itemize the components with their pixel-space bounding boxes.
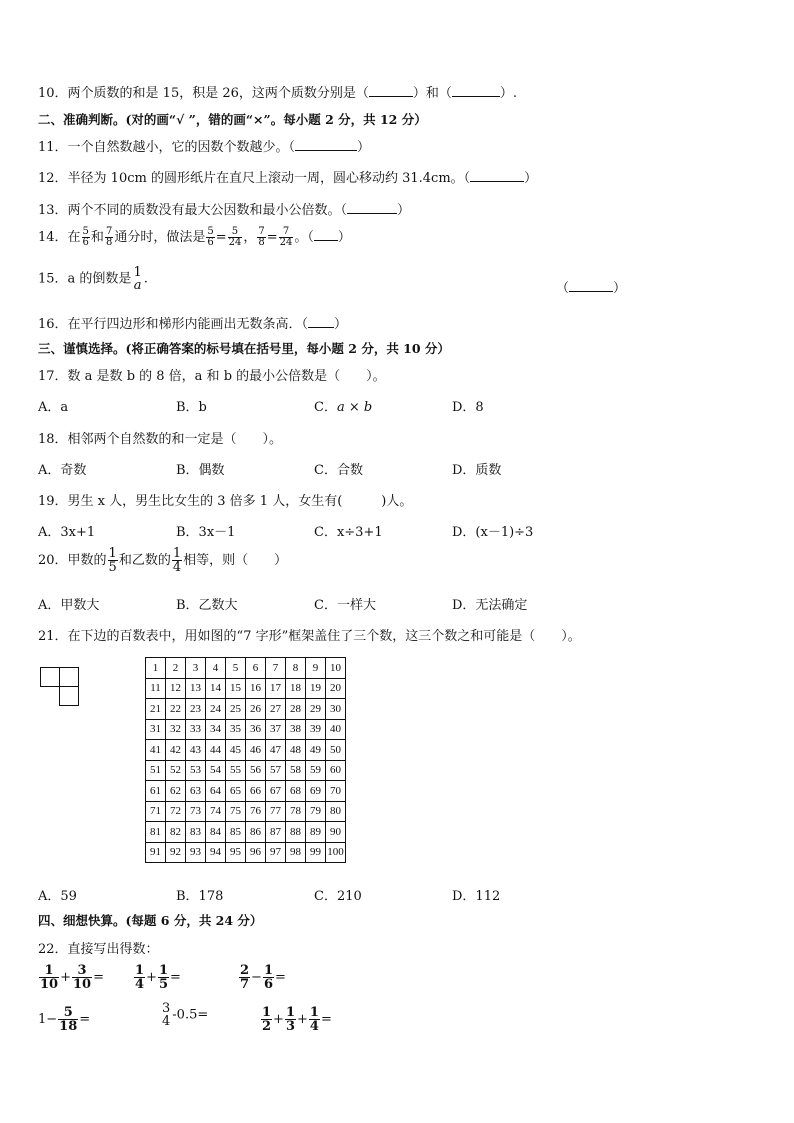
table-cell: 40 [326, 719, 346, 740]
option-b[interactable]: B．3x－1 [176, 525, 236, 540]
expression-1: $\frac{1}{10}$ + $\frac{3}{10}$ = [40, 963, 104, 992]
question-12: 12．半径为 10cm 的圆形纸片在直尺上滚动一周，圆心移动约 31.4cm。（ ） [38, 171, 538, 186]
question-11: 11．一个自然数越小，它的因数个数越少。（ ） [38, 140, 371, 155]
hundred-table [145, 657, 346, 863]
table-cell: 16 [246, 678, 266, 699]
table-cell: 62 [166, 781, 186, 802]
table-cell: 49 [306, 740, 326, 761]
table-cell: 35 [226, 719, 246, 740]
table-cell: 39 [306, 719, 326, 740]
table-cell: 27 [266, 699, 286, 720]
table-cell: 95 [226, 842, 246, 863]
table-cell: 1 [146, 658, 166, 679]
table-cell: 4 [206, 658, 226, 679]
answer-blank[interactable] [308, 315, 334, 328]
option-a[interactable]: A．甲数大 [38, 598, 100, 613]
table-cell: 43 [186, 740, 206, 761]
option-d[interactable]: D．112 [452, 889, 501, 904]
table-cell: 97 [266, 842, 286, 863]
answer-blank[interactable] [470, 169, 524, 182]
table-cell: 75 [226, 801, 246, 822]
table-row [146, 740, 346, 761]
table-cell: 10 [326, 658, 346, 679]
option-d[interactable]: D．8 [452, 400, 484, 415]
answer-blank[interactable] [295, 138, 357, 151]
table-cell: 88 [286, 822, 306, 843]
table-row [146, 658, 346, 679]
table-cell: 32 [166, 719, 186, 740]
table-cell: 44 [206, 740, 226, 761]
option-c[interactable]: C．a × b [314, 400, 373, 415]
option-c[interactable]: C．x÷3+1 [314, 525, 383, 540]
answer-blank[interactable] [314, 228, 338, 241]
expression-2: $\frac{1}{4}$ + $\frac{1}{5}$ = [135, 963, 181, 992]
question-17: 17．数 a 是数 b 的 8 倍，a 和 b 的最小公倍数是（ ）。 [38, 369, 386, 384]
answer-blank[interactable] [347, 201, 397, 214]
table-cell: 85 [226, 822, 246, 843]
table-cell: 94 [206, 842, 226, 863]
table-row [146, 801, 346, 822]
section-3-heading: 三、谨慎选择。(将正确答案的标号填在括号里，每小题 2 分，共 10 分） [38, 341, 450, 356]
table-cell: 54 [206, 760, 226, 781]
option-d[interactable]: D．(x－1)÷3 [452, 525, 534, 540]
table-cell: 33 [186, 719, 206, 740]
question-20: 20．甲数的 $\frac{1}{5}$ 和乙数的 $\frac{1}{4}$ 相等，则（ ） [38, 546, 288, 575]
answer-blank[interactable] [452, 84, 500, 97]
fraction: $\frac{5}{6}$ [82, 226, 89, 248]
section-2-heading: 二、准确判断。(对的画“√ ”，错的画“×”。每小题 2 分，共 12 分） [38, 112, 427, 127]
table-cell: 6 [246, 658, 266, 679]
question-21: 21．在下边的百数表中，用如图的“7 字形”框架盖住了三个数，这三个数之和可能是（ ）。 [38, 629, 581, 644]
option-d[interactable]: D．无法确定 [452, 598, 528, 613]
table-cell: 47 [266, 740, 286, 761]
table-cell: 92 [166, 842, 186, 863]
question-14: 14．在 $\frac{5}{6}$ 和 $\frac{7}{8}$ 通分时，做法是 $\frac{5}{6}$ = $\frac{5}{24}$ ， $\frac{7}{8}$ = $\frac{7}{24}$ 。（ ） [38, 226, 351, 248]
table-row [146, 781, 346, 802]
option-a[interactable]: A．奇数 [38, 463, 87, 478]
option-a[interactable]: A．a [38, 400, 69, 415]
table-cell: 56 [246, 760, 266, 781]
table-cell: 48 [286, 740, 306, 761]
table-cell: 2 [166, 658, 186, 679]
expression-4: 1− $\frac{5}{18}$ = [38, 1005, 91, 1034]
table-cell: 42 [166, 740, 186, 761]
option-c[interactable]: C．合数 [314, 463, 363, 478]
table-cell: 36 [246, 719, 266, 740]
table-cell: 69 [306, 781, 326, 802]
table-cell: 14 [206, 678, 226, 699]
table-cell: 28 [286, 699, 306, 720]
table-cell: 63 [186, 781, 206, 802]
table-cell: 93 [186, 842, 206, 863]
table-cell: 19 [306, 678, 326, 699]
table-cell: 17 [266, 678, 286, 699]
answer-blank[interactable] [369, 84, 413, 97]
table-cell: 45 [226, 740, 246, 761]
option-b[interactable]: B．178 [176, 889, 224, 904]
table-cell: 57 [266, 760, 286, 781]
table-cell: 8 [286, 658, 306, 679]
table-cell: 66 [246, 781, 266, 802]
fraction: 1 a [133, 265, 142, 293]
table-row [146, 842, 346, 863]
fraction: $\frac{7}{8}$ [258, 226, 265, 248]
option-b[interactable]: B．乙数大 [176, 598, 238, 613]
table-cell: 18 [286, 678, 306, 699]
table-cell: 60 [326, 760, 346, 781]
question-16: 16．在平行四边形和梯形内能画出无数条高．（ ） [38, 317, 348, 332]
question-15: 15．a 的倒数是 1 a . [38, 265, 148, 293]
table-cell: 98 [286, 842, 306, 863]
question-15-answer: （ ） [556, 281, 627, 296]
seven-shape-figure [40, 667, 80, 707]
table-cell: 59 [306, 760, 326, 781]
table-cell: 5 [226, 658, 246, 679]
fraction: $\frac{1}{5}$ [108, 546, 117, 575]
table-cell: 30 [326, 699, 346, 720]
table-cell: 86 [246, 822, 266, 843]
table-cell: 99 [306, 842, 326, 863]
table-cell: 68 [286, 781, 306, 802]
table-cell: 38 [286, 719, 306, 740]
table-cell: 53 [186, 760, 206, 781]
table-cell: 61 [146, 781, 166, 802]
table-row [146, 699, 346, 720]
fraction: $\frac{5}{6}$ [207, 226, 214, 248]
table-cell: 79 [306, 801, 326, 822]
table-row [146, 678, 346, 699]
table-cell: 3 [186, 658, 206, 679]
table-cell: 24 [206, 699, 226, 720]
table-cell: 22 [166, 699, 186, 720]
table-cell: 89 [306, 822, 326, 843]
table-cell: 31 [146, 719, 166, 740]
table-row [146, 719, 346, 740]
table-cell: 9 [306, 658, 326, 679]
table-row [146, 760, 346, 781]
table-cell: 13 [186, 678, 206, 699]
table-cell: 51 [146, 760, 166, 781]
fraction: $\frac{7}{8}$ [105, 226, 113, 248]
expression-3: $\frac{2}{7}$ − $\frac{1}{6}$ = [240, 963, 286, 992]
table-cell: 76 [246, 801, 266, 822]
table-cell: 50 [326, 740, 346, 761]
table-cell: 11 [146, 678, 166, 699]
table-cell: 41 [146, 740, 166, 761]
table-cell: 100 [326, 842, 346, 863]
table-cell: 34 [206, 719, 226, 740]
expression-6: $\frac{1}{2}$ + $\frac{1}{3}$ + $\frac{1}{4}$ = [262, 1005, 332, 1034]
table-cell: 25 [226, 699, 246, 720]
option-b[interactable]: B．b [176, 400, 207, 415]
table-cell: 65 [226, 781, 246, 802]
table-cell: 21 [146, 699, 166, 720]
table-cell: 77 [266, 801, 286, 822]
question-19: 19．男生 x 人，男生比女生的 3 倍多 1 人，女生有( )人。 [38, 494, 413, 509]
table-cell: 73 [186, 801, 206, 822]
table-cell: 12 [166, 678, 186, 699]
option-d[interactable]: D．质数 [452, 463, 502, 478]
option-a[interactable]: A．59 [38, 889, 77, 904]
table-cell: 83 [186, 822, 206, 843]
question-18: 18．相邻两个自然数的和一定是（ ）。 [38, 432, 283, 447]
option-a[interactable]: A．3x+1 [38, 525, 96, 540]
fraction: $\frac{7}{24}$ [279, 226, 293, 248]
table-cell: 15 [226, 678, 246, 699]
table-cell: 96 [246, 842, 266, 863]
table-cell: 7 [266, 658, 286, 679]
table-cell: 52 [166, 760, 186, 781]
table-cell: 46 [246, 740, 266, 761]
table-cell: 87 [266, 822, 286, 843]
table-row [146, 822, 346, 843]
table-cell: 74 [206, 801, 226, 822]
table-cell: 70 [326, 781, 346, 802]
option-c[interactable]: C．一样大 [314, 598, 376, 613]
option-b[interactable]: B．偶数 [176, 463, 225, 478]
expression-5: 3 4 -0.5= [162, 1001, 209, 1029]
table-cell: 23 [186, 699, 206, 720]
table-cell: 82 [166, 822, 186, 843]
table-cell: 64 [206, 781, 226, 802]
section-4-heading: 四、细想快算。(每题 6 分，共 24 分） [38, 913, 263, 928]
table-cell: 26 [246, 699, 266, 720]
table-cell: 91 [146, 842, 166, 863]
option-c[interactable]: C．210 [314, 889, 362, 904]
question-13: 13．两个不同的质数没有最大公因数和最小公倍数。（ ） [38, 203, 411, 218]
answer-blank[interactable] [569, 279, 613, 292]
question-10: 10．两个质数的和是 15，积是 26，这两个质数分别是（ ）和（ ）. [38, 86, 518, 101]
table-cell: 37 [266, 719, 286, 740]
table-cell: 58 [286, 760, 306, 781]
table-cell: 55 [226, 760, 246, 781]
table-cell: 72 [166, 801, 186, 822]
question-22: 22．直接写出得数： [38, 942, 159, 957]
table-cell: 90 [326, 822, 346, 843]
table-cell: 67 [266, 781, 286, 802]
table-cell: 80 [326, 801, 346, 822]
fraction: $\frac{5}{24}$ [228, 226, 242, 248]
table-cell: 84 [206, 822, 226, 843]
table-cell: 81 [146, 822, 166, 843]
table-cell: 29 [306, 699, 326, 720]
fraction: $\frac{1}{4}$ [172, 546, 182, 575]
table-cell: 20 [326, 678, 346, 699]
table-cell: 71 [146, 801, 166, 822]
table-cell: 78 [286, 801, 306, 822]
